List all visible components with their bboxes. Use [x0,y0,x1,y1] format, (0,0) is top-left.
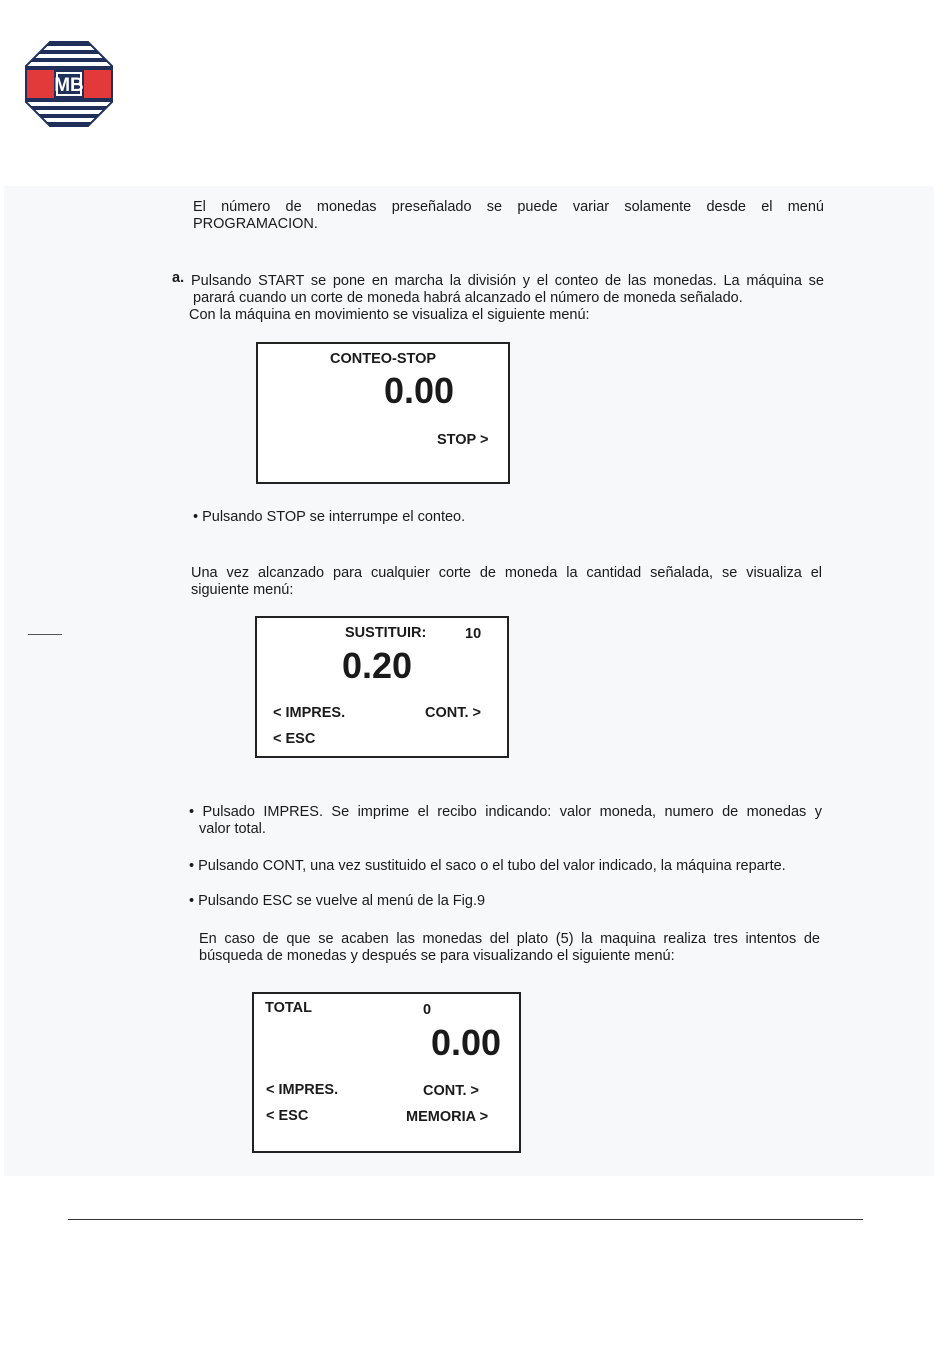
step-a-line-2: parará cuando un corte de moneda habrá alcanzado el número de moneda señalado. [193,290,743,306]
display3-title: TOTAL [265,1000,312,1016]
display2-impres-label: < IMPRES. [273,705,346,721]
display2-cont-label: CONT. > [425,705,481,721]
display-conteo-stop [256,342,510,484]
display1-value: 0.00 [384,370,455,411]
plate-line-1: En caso de que se acaben las monedas del plato (5) la maquina realiza tres intentos de [199,931,820,947]
reached-line-1: Una vez alcanzado para cualquier corte de moneda la cantidad señalada, se visualiza el [191,565,822,581]
display1-title: CONTEO-STOP [330,351,437,367]
display1-stop-label: STOP > [437,432,489,448]
step-a-line-1: Pulsando START se pone en marcha la división y el conteo de las monedas. La máquina se [191,273,824,289]
display-sustituir [255,616,509,758]
intro-line-1: El número de monedas preseñalado se puede variar solamente desde el menú [193,199,824,215]
display3-cont-label: CONT. > [423,1083,479,1099]
display3-impres-label: < IMPRES. [266,1082,339,1098]
display2-esc-label: < ESC [273,731,316,747]
side-margin-mark [28,634,62,635]
bullet-impres-line-1: • Pulsado IMPRES. Se imprime el recibo indicando: valor moneda, numero de monedas y [189,804,822,820]
display2-count: 10 [465,626,482,642]
mb-logo [24,40,114,128]
display3-esc-label: < ESC [266,1108,309,1124]
bullet-cont: • Pulsando CONT, una vez sustituido el saco o el tubo del valor indicado, la máquina reparte. [189,858,786,874]
step-a-line-3: Con la máquina en movimiento se visualiza el siguiente menú: [189,307,590,323]
footer-rule [68,1219,863,1220]
display3-memoria-label: MEMORIA > [406,1109,489,1125]
bullet-stop: • Pulsando STOP se interrumpe el conteo. [193,509,466,525]
bullet-esc: • Pulsando ESC se vuelve al menú de la Fig.9 [189,893,486,909]
display2-value: 0.20 [342,645,413,686]
display-total [252,992,521,1153]
display3-count: 0 [423,1002,432,1018]
reached-line-2: siguiente menú: [191,582,294,598]
intro-line-2: PROGRAMACION. [193,216,318,232]
step-a-label: a. [172,270,185,286]
plate-line-2: búsqueda de monedas y después se para visualizando el siguiente menú: [199,948,675,964]
logo-text: MB [54,75,84,96]
display2-title: SUSTITUIR: [345,625,427,641]
bullet-impres-line-2: valor total. [199,821,266,837]
display3-value: 0.00 [431,1022,502,1063]
